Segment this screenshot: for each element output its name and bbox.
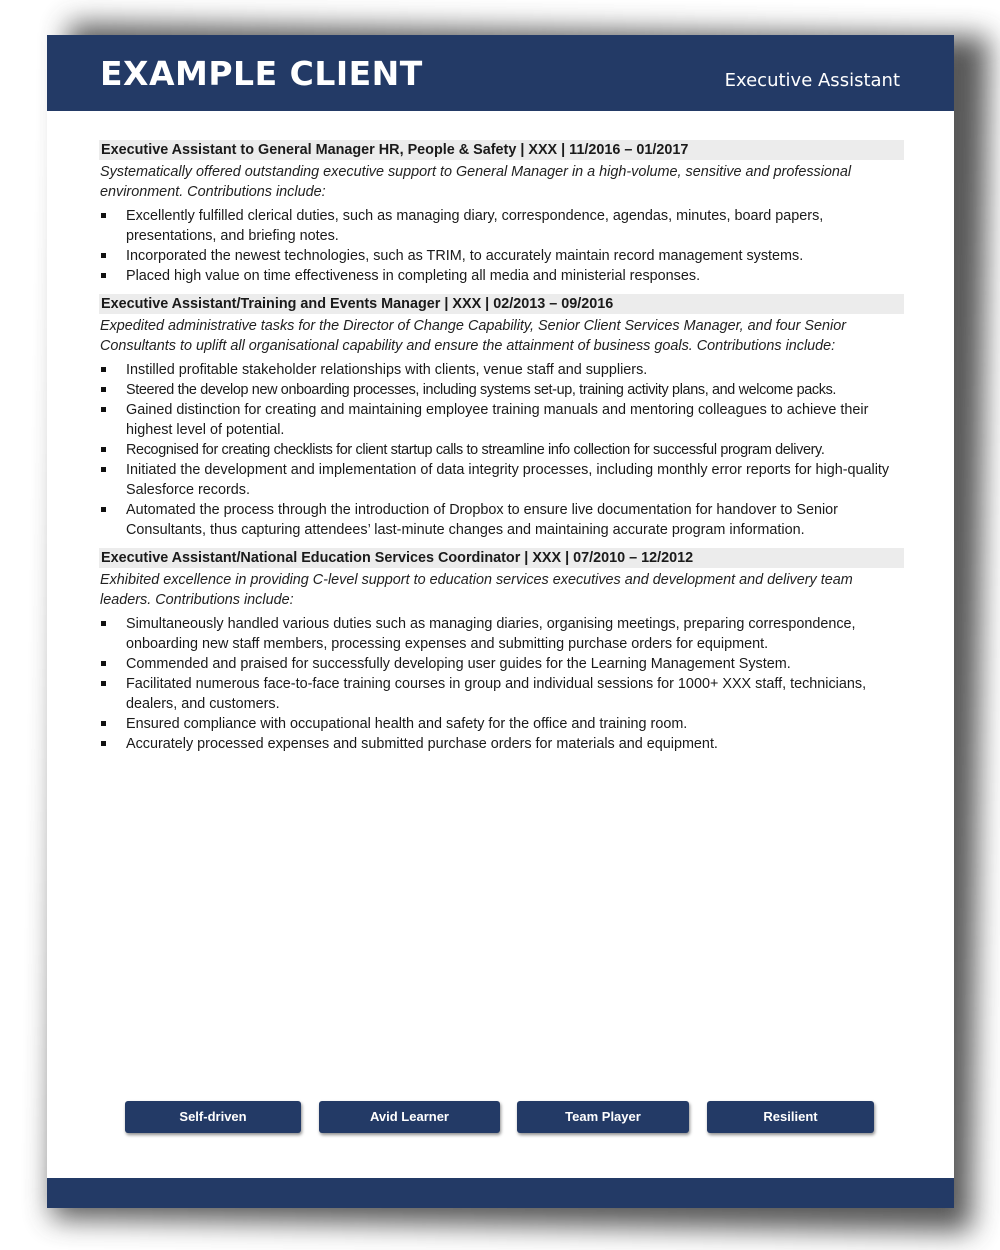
job-entry bbox=[99, 140, 904, 286]
square-bullet-icon bbox=[101, 661, 106, 666]
achievement-item bbox=[99, 654, 904, 674]
achievement-item bbox=[99, 266, 904, 286]
square-bullet-icon bbox=[101, 273, 106, 278]
header-banner bbox=[47, 35, 954, 111]
achievement-text: Recognised for creating checklists for client startup calls to streamline info collection for successful program delivery. bbox=[126, 442, 825, 458]
job-entry bbox=[99, 548, 904, 754]
resume-page bbox=[47, 35, 954, 1208]
achievement-item bbox=[99, 674, 904, 714]
square-bullet-icon bbox=[101, 447, 106, 452]
achievement-text: Initiated the development and implementation of data integrity processes, including monthly error reports for high-quality Salesforce records. bbox=[126, 462, 890, 498]
achievement-text: Facilitated numerous face-to-face training courses in group and individual sessions for 1000+ XXX staff, technicians, dealers, and customers. bbox=[126, 676, 867, 712]
job-heading: Executive Assistant to General Manager HR, People & Safety | XXX | 11/2016 – 01/2017 bbox=[99, 140, 904, 160]
trait-badge: Self-driven bbox=[125, 1101, 301, 1133]
job-summary: Exhibited excellence in providing C-level support to education services executives and development and delivery team leaders. Contributions include: bbox=[100, 572, 853, 608]
achievement-item bbox=[99, 500, 904, 540]
achievement-item bbox=[99, 614, 904, 654]
square-bullet-icon bbox=[101, 467, 106, 472]
achievement-item bbox=[99, 460, 904, 500]
achievement-item bbox=[99, 360, 904, 380]
traits-row bbox=[47, 1101, 954, 1137]
square-bullet-icon bbox=[101, 721, 106, 726]
achievement-item bbox=[99, 246, 904, 266]
achievement-text: Simultaneously handled various duties such as managing diaries, organising meetings, preparing correspondence, onboarding new staff members, processing expenses and submitting purchase orders for equipment. bbox=[126, 616, 856, 652]
experience-section bbox=[99, 140, 904, 754]
square-bullet-icon bbox=[101, 681, 106, 686]
achievement-text: Placed high value on time effectiveness in completing all media and ministerial responses. bbox=[126, 268, 701, 284]
achievement-item bbox=[99, 206, 904, 246]
client-job-title: Executive Assistant bbox=[724, 70, 900, 91]
job-heading: Executive Assistant/National Education Services Coordinator | XXX | 07/2010 – 12/2012 bbox=[99, 548, 904, 568]
achievement-list bbox=[99, 206, 904, 286]
square-bullet-icon bbox=[101, 387, 106, 392]
achievement-text: Instilled profitable stakeholder relationships with clients, venue staff and suppliers. bbox=[126, 362, 648, 378]
square-bullet-icon bbox=[101, 253, 106, 258]
square-bullet-icon bbox=[101, 407, 106, 412]
achievement-list bbox=[99, 360, 904, 540]
square-bullet-icon bbox=[101, 741, 106, 746]
client-name: EXAMPLE CLIENT bbox=[100, 54, 423, 93]
trait-badge: Team Player bbox=[517, 1101, 689, 1133]
achievement-text: Gained distinction for creating and maintaining employee training manuals and mentoring colleagues to achieve their highest level of potential. bbox=[126, 402, 869, 438]
achievement-item bbox=[99, 400, 904, 440]
achievement-item bbox=[99, 440, 904, 460]
square-bullet-icon bbox=[101, 367, 106, 372]
achievement-text: Automated the process through the introduction of Dropbox to ensure live documentation for handover to Senior Consultants, thus capturing attendees’ last-minute changes and maintaining accurate program information. bbox=[126, 502, 838, 538]
achievement-text: Commended and praised for successfully developing user guides for the Learning Management System. bbox=[126, 656, 791, 672]
achievement-text: Accurately processed expenses and submitted purchase orders for materials and equipment. bbox=[126, 736, 718, 752]
achievement-text: Incorporated the newest technologies, such as TRIM, to accurately maintain record management systems. bbox=[126, 248, 804, 264]
achievement-item bbox=[99, 380, 904, 400]
trait-badge: Resilient bbox=[707, 1101, 874, 1133]
square-bullet-icon bbox=[101, 621, 106, 626]
job-entry bbox=[99, 294, 904, 540]
square-bullet-icon bbox=[101, 507, 106, 512]
achievement-text: Steered the develop new onboarding processes, including systems set-up, training activity plans, and welcome packs. bbox=[126, 382, 837, 398]
achievement-text: Ensured compliance with occupational health and safety for the office and training room. bbox=[126, 716, 688, 732]
achievement-item bbox=[99, 714, 904, 734]
job-summary: Expedited administrative tasks for the Director of Change Capability, Senior Client Services Manager, and four Senior Consultants to uplift all organisational capability and ensure the attainment of business goals. Contributions include: bbox=[100, 318, 847, 354]
job-summary: Systematically offered outstanding executive support to General Manager in a high-volume, sensitive and professional environment. Contributions include: bbox=[100, 164, 852, 200]
trait-badge: Avid Learner bbox=[319, 1101, 500, 1133]
job-heading: Executive Assistant/Training and Events Manager | XXX | 02/2013 – 09/2016 bbox=[99, 294, 904, 314]
square-bullet-icon bbox=[101, 213, 106, 218]
footer-banner bbox=[47, 1178, 954, 1208]
achievement-item bbox=[99, 734, 904, 754]
achievement-list bbox=[99, 614, 904, 754]
achievement-text: Excellently fulfilled clerical duties, such as managing diary, correspondence, agendas, minutes, board papers, presentations, and briefing notes. bbox=[126, 208, 824, 244]
